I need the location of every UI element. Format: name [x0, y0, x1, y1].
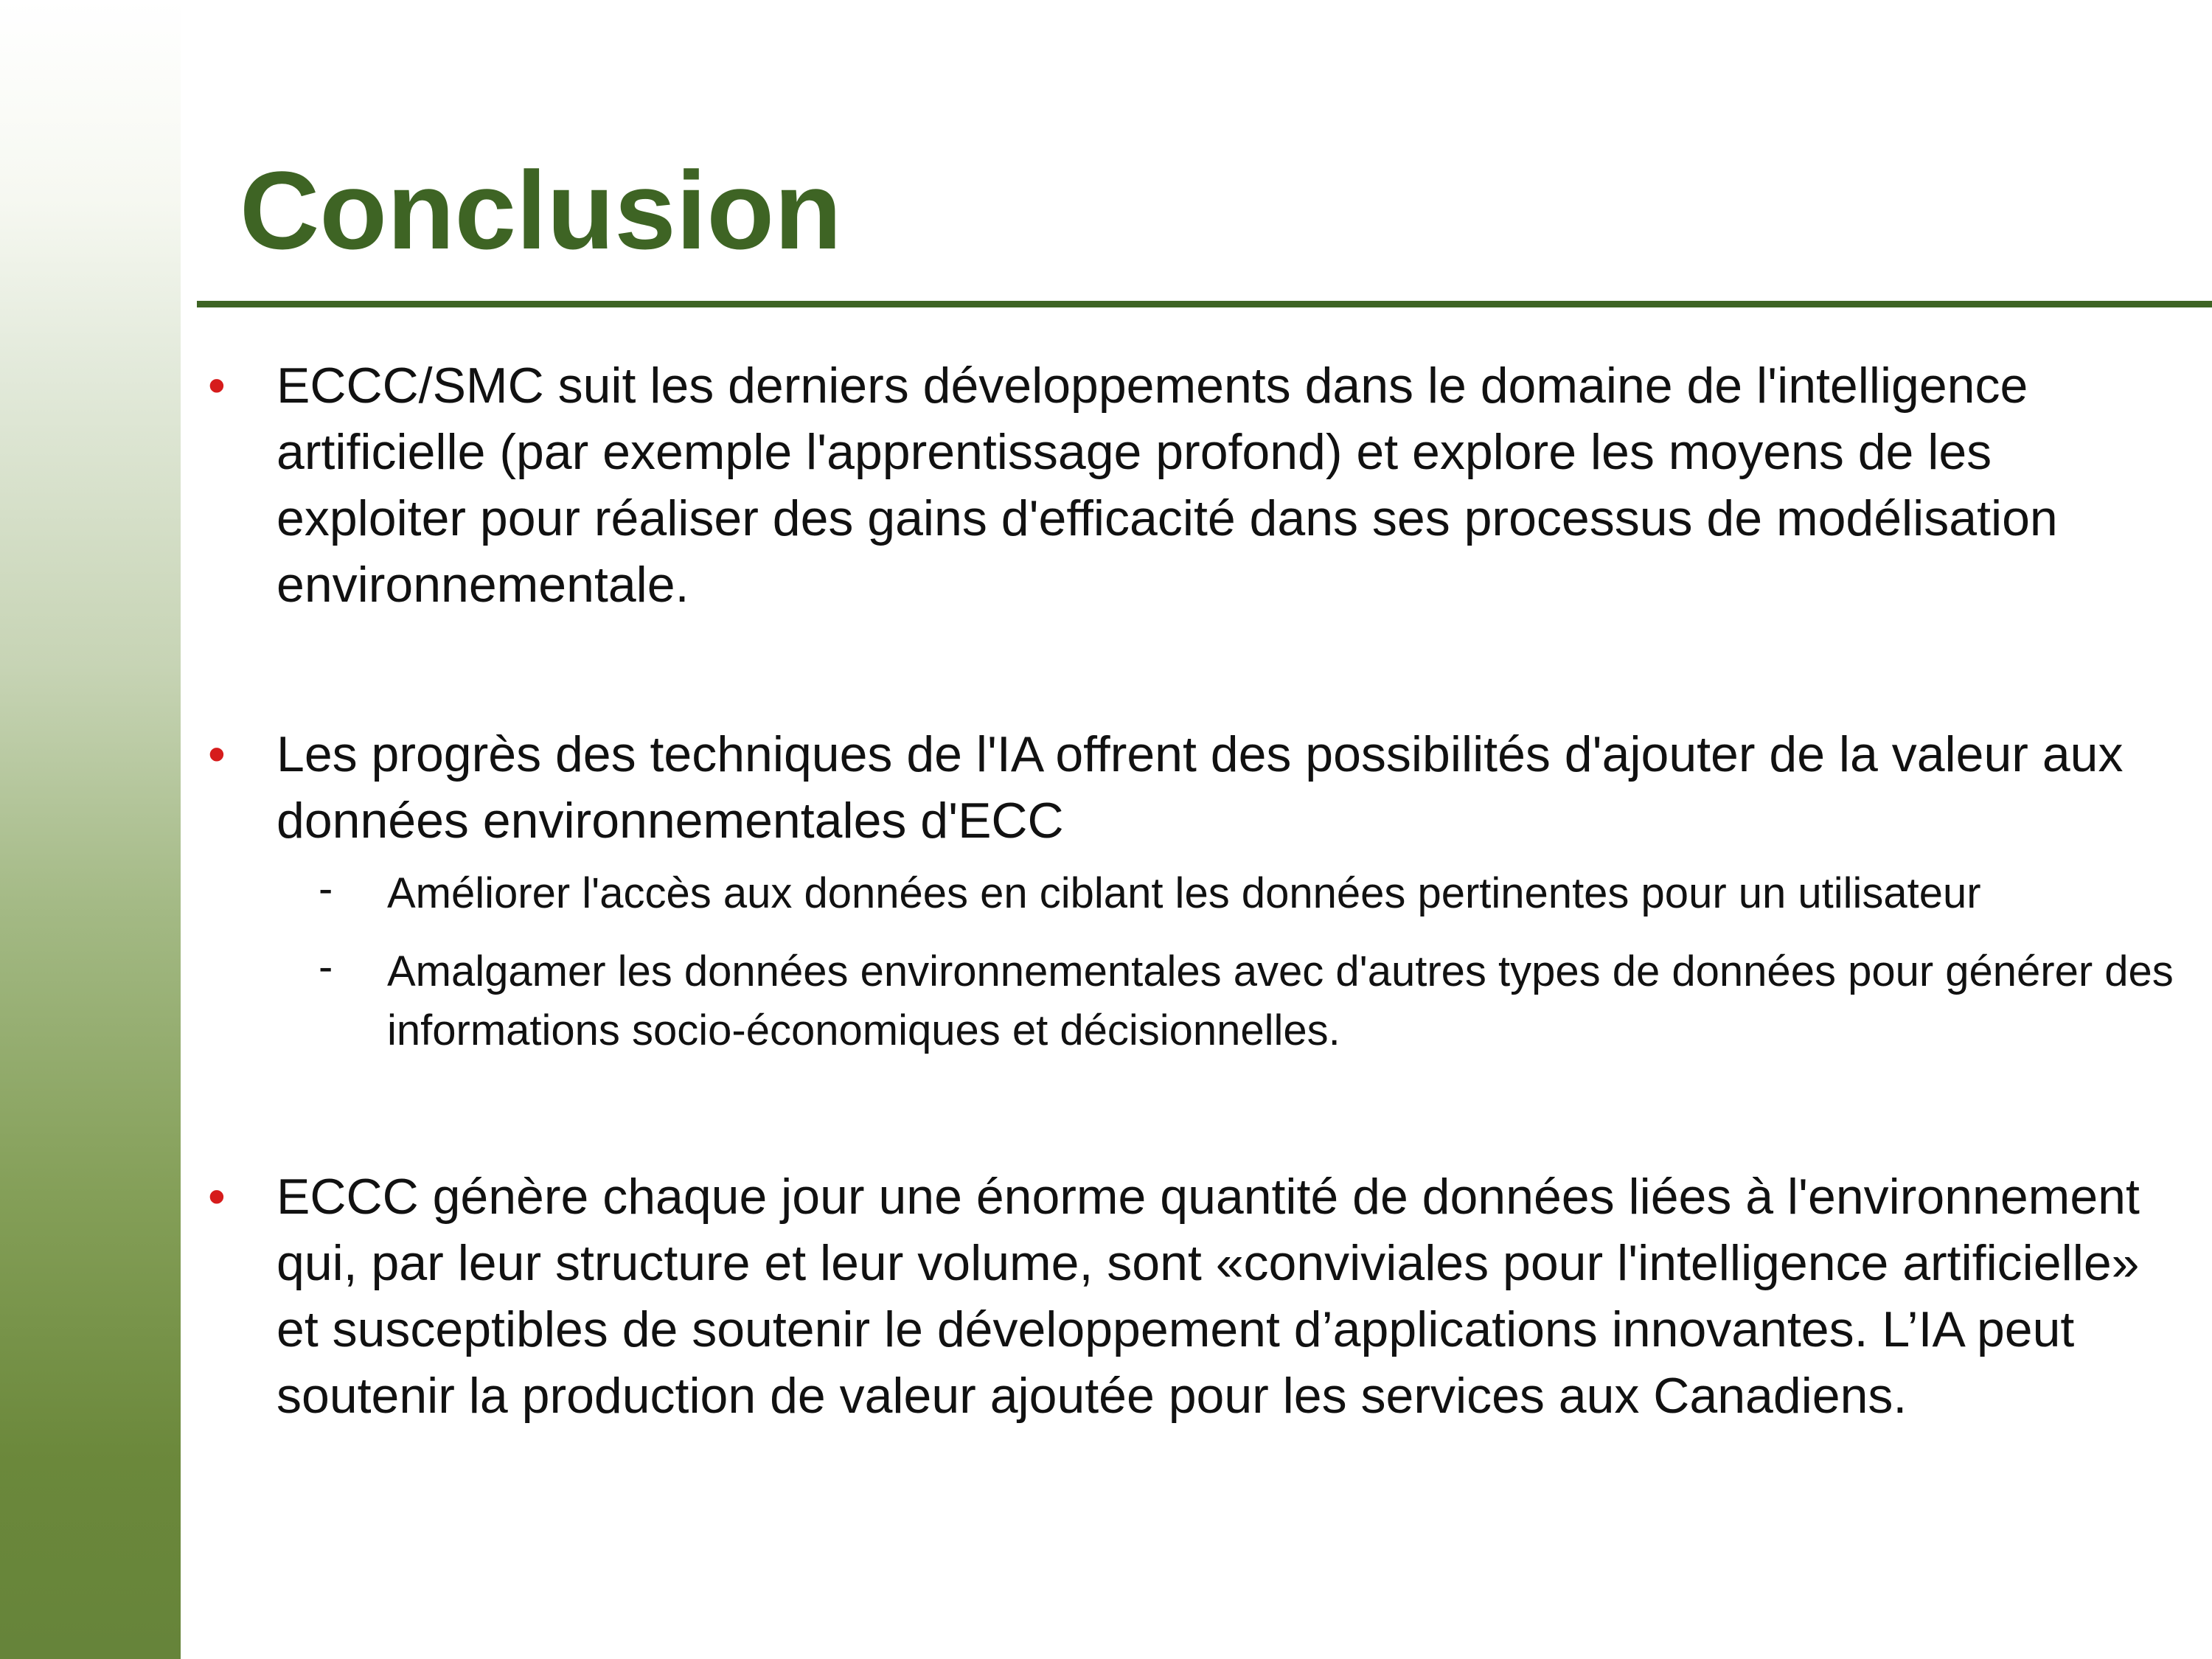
bullet-item-2 [199, 721, 2190, 854]
sub-bullet-list [199, 864, 2190, 1060]
dash-marker: - [319, 865, 333, 913]
bullet-marker: • [208, 1169, 226, 1225]
bullet-marker: • [208, 726, 226, 782]
sub-bullet-item-1 [199, 864, 2190, 923]
dash-marker: - [319, 943, 333, 991]
bullet-item-3 [199, 1164, 2190, 1429]
sub-bullet-text: Améliorer l'accès aux données en ciblant les données pertinentes pour un utilisateur [387, 869, 1981, 917]
bullet-text: Les progrès des techniques de l'IA offrent des possibilités d'ajouter de la valeur aux données environnementales d'ECC [276, 726, 2124, 849]
bullet-item-1 [199, 352, 2190, 618]
decorative-sidebar-gradient [0, 0, 181, 1659]
bullet-text: ECCC/SMC suit les derniers développements dans le domaine de l'intelligence artificielle (par exemple l'apprentissage profond) et explore les moyens de les exploiter pour réaliser des gains d'efficacité dans ses processus de modélisation environnementale. [276, 358, 2058, 613]
title-divider [197, 301, 2212, 307]
sub-bullet-text: Amalgamer les données environnementales avec d'autres types de données pour générer des informations socio-économiques et décisionnelles. [387, 947, 2174, 1054]
slide-title: Conclusion [240, 148, 842, 272]
bullet-marker: • [208, 358, 226, 414]
bullet-text: ECCC génère chaque jour une énorme quantité de données liées à l'environnement qui, par leur structure et leur volume, sont «conviviales pour l'intelligence artificielle» et susceptibles de soutenir le développement d’applications innovantes. L’IA peut soutenir la production de valeur ajoutée pour les services aux Canadiens. [276, 1169, 2140, 1424]
bullet-list [199, 352, 2190, 1429]
sub-bullet-item-2 [199, 942, 2190, 1060]
